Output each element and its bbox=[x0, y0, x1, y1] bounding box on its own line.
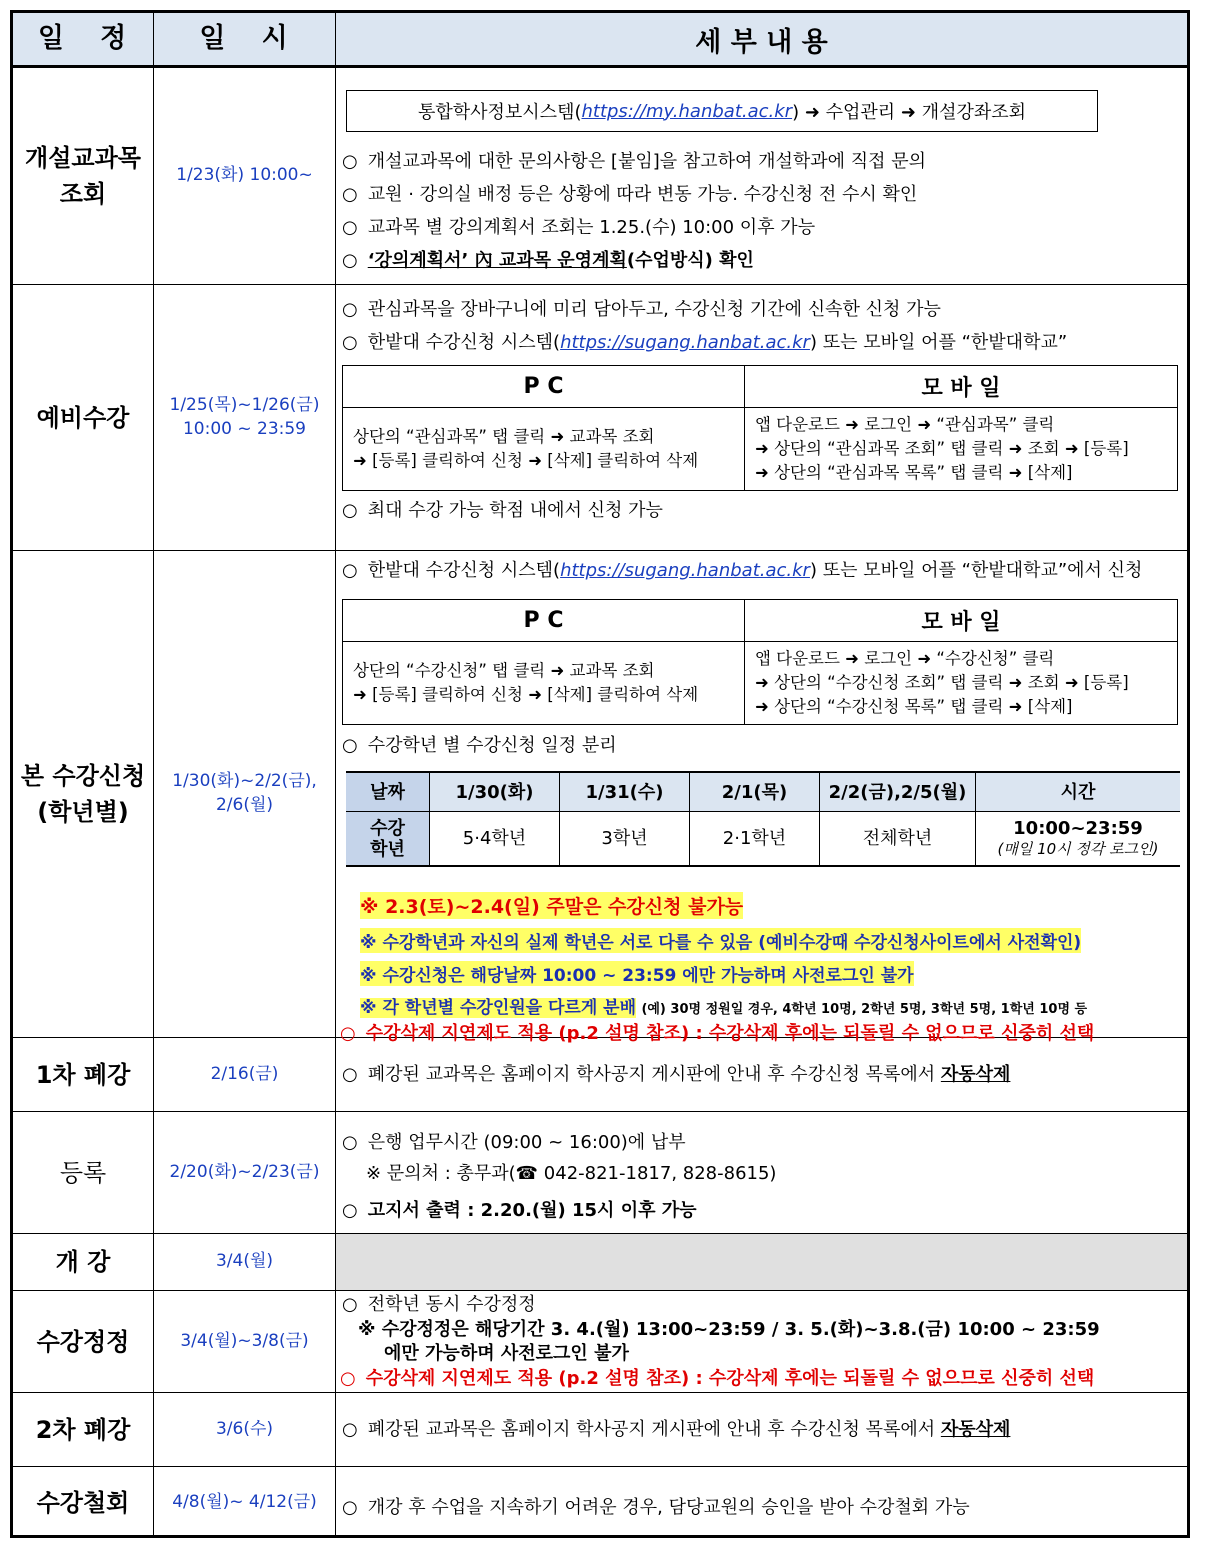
row-date bbox=[154, 68, 336, 284]
grade-table-time: 10:00~23:59 (매일 10시 정각 로그인) bbox=[976, 811, 1180, 865]
row-details bbox=[336, 1291, 1187, 1392]
menu-path-box bbox=[346, 90, 1098, 132]
pc-mobile-table bbox=[342, 599, 1178, 725]
row-details bbox=[336, 1038, 1187, 1111]
grade-table-date: 1/30(화) bbox=[430, 773, 560, 811]
date-line2: 2/6(월) bbox=[215, 795, 274, 815]
row-details bbox=[336, 1467, 1187, 1538]
path-suffix: ) ➜ 수업관리 ➜ 개설강좌조회 bbox=[792, 102, 1027, 123]
row-title: 수강정정 bbox=[13, 1291, 154, 1392]
warning-bullet-icon: ○ bbox=[340, 1368, 356, 1389]
grade-table-grade-header: 수강 학년 bbox=[346, 811, 430, 865]
list-item: ○ 교과목 별 강의계획서 조회는 1.25.(수) 10:00 이후 가능 bbox=[342, 217, 816, 238]
weekend-note: ※ 2.3(토)~2.4(일) 주말은 수강신청 불가능 bbox=[360, 892, 743, 919]
bullet-icon: ○ bbox=[342, 560, 358, 581]
row-date: 3/4(월) bbox=[154, 1234, 336, 1290]
row-date: 4/8(월)~ 4/12(금) bbox=[154, 1467, 336, 1538]
grade-table-grade: 5·4학년 bbox=[430, 811, 560, 865]
list-item: ○ ‘강의계획서’ 內 교과목 운영계획(수업방식) 확인 bbox=[342, 250, 754, 271]
bullet-icon: ○ bbox=[342, 250, 358, 271]
bullet-icon: ○ bbox=[342, 184, 358, 205]
path-prefix: 통합학사정보시스템( bbox=[417, 102, 582, 123]
row-title bbox=[13, 68, 154, 284]
header-schedule: 일 정 bbox=[13, 13, 154, 65]
grade-note: ※ 수강학년과 자신의 실제 학년은 서로 다를 수 있음 (예비수강때 수강신청사이트에서 사전확인) bbox=[360, 928, 1081, 953]
row-course-adjustment bbox=[13, 1291, 1187, 1393]
row-date: 2/20(화)~2/23(금) bbox=[154, 1112, 336, 1233]
row-title: 수강철회 bbox=[13, 1467, 154, 1538]
delete-delay-warning: ○ 수강삭제 지연제도 적용 (p.2 설명 참조) : 수강삭제 후에는 되돌릴 수 없으므로 신중히 선택 bbox=[340, 1368, 1095, 1389]
row-details bbox=[336, 1393, 1187, 1466]
pc-mobile-table bbox=[342, 365, 1178, 491]
sugang-link[interactable]: https://sugang.hanbat.ac.kr bbox=[560, 332, 810, 353]
pc-header: P C bbox=[343, 366, 745, 408]
bullet-icon: ○ bbox=[342, 1294, 358, 1315]
schedule-table bbox=[10, 10, 1190, 1538]
mobile-instructions: 앱 다운로드 ➜ 로그인 ➜ “수강신청” 클릭 ➜ 상단의 “수강신청 조회” 탭 클릭 ➜ 조회 ➜ [등록] ➜ 상단의 “수강신청 목록” 탭 클릭 ➜ [삭제] bbox=[755, 649, 1129, 716]
list-item: ○ 고지서 출력 : 2.20.(월) 15시 이후 가능 bbox=[342, 1200, 697, 1221]
list-item: ○ 교원 · 강의실 배정 등은 상황에 따라 변동 가능. 수강신청 전 수시 확인 bbox=[342, 184, 918, 205]
row-date bbox=[154, 551, 336, 1037]
grade-table-date: 2/2(금),2/5(월) bbox=[820, 773, 976, 811]
row-title: 예비수강 bbox=[13, 285, 154, 550]
bullet-icon: ○ bbox=[342, 299, 358, 320]
grade-table-date: 1/31(수) bbox=[560, 773, 690, 811]
row-title: 2차 폐강 bbox=[13, 1393, 154, 1466]
pc-instructions: 상단의 “관심과목” 탭 클릭 ➜ 교과목 조회 ➜ [등록] 클릭하여 신청 ➜ [삭제] 클릭하여 삭제 bbox=[343, 408, 745, 490]
bullet-icon: ○ bbox=[342, 332, 358, 353]
grade-table-date: 2/1(목) bbox=[690, 773, 820, 811]
title-line1: 개설교과목 bbox=[25, 144, 141, 172]
bullet-icon: ○ bbox=[342, 1419, 358, 1440]
grade-table-grade: 전체학년 bbox=[820, 811, 976, 865]
list-item: ○ 최대 수강 가능 학점 내에서 신청 가능 bbox=[342, 500, 663, 521]
date-text: 1/23(화) 10:00~ bbox=[176, 165, 313, 186]
row-second-cancellation bbox=[13, 1393, 1187, 1467]
row-details bbox=[336, 285, 1187, 550]
list-item: ○ 한밭대 수강신청 시스템(https://sugang.hanbat.ac.kr) 또는 모바일 어플 “한밭대학교” bbox=[342, 332, 1068, 353]
bullet-icon: ○ bbox=[342, 1497, 358, 1518]
row-title: 개 강 bbox=[13, 1234, 154, 1290]
row-semester-opening bbox=[13, 1234, 1187, 1291]
row-title bbox=[13, 551, 154, 1037]
title-line2: 조회 bbox=[59, 180, 107, 208]
row-title: 등록 bbox=[13, 1112, 154, 1233]
bullet-icon: ○ bbox=[342, 217, 358, 238]
row-tuition-registration bbox=[13, 1112, 1187, 1234]
adjust-note-line2: 에만 가능하며 사전로그인 불가 bbox=[384, 1343, 629, 1364]
date-line2: 10:00 ~ 23:59 bbox=[182, 418, 307, 439]
bullet-icon: ○ bbox=[342, 1064, 358, 1085]
grade-table-time-header: 시간 bbox=[976, 773, 1180, 811]
table-header bbox=[13, 13, 1187, 68]
mobile-header: 모 바 일 bbox=[745, 600, 1177, 642]
row-pre-registration bbox=[13, 285, 1187, 551]
list-item: ○ 전학년 동시 수강정정 bbox=[342, 1294, 536, 1315]
list-item: ○ 은행 업무시간 (09:00 ~ 16:00)에 납부 bbox=[342, 1132, 686, 1153]
time-note: ※ 수강신청은 해당날짜 10:00 ~ 23:59 에만 가능하며 사전로그인 불가 bbox=[360, 961, 914, 986]
list-item: ○ 폐강된 교과목은 홈페이지 학사공지 게시판에 안내 후 수강신청 목록에서 자동삭제 bbox=[342, 1064, 1011, 1085]
contact-note: ※ 문의처 : 총무과(☎ 042-821-1817, 828-8615) bbox=[366, 1163, 777, 1184]
row-date bbox=[154, 285, 336, 550]
header-details: 세 부 내 용 bbox=[695, 26, 828, 58]
list-item: ○ 수강학년 별 수강신청 일정 분리 bbox=[342, 735, 617, 756]
row-title: 1차 폐강 bbox=[13, 1038, 154, 1111]
delete-delay-warning: ○ 수강삭제 지연제도 적용 (p.2 설명 참조) : 수강삭제 후에는 되돌릴 수 없으므로 신중히 선택 bbox=[340, 1023, 1095, 1044]
adjust-note-line1: ※ 수강정정은 해당기간 3. 4.(월) 13:00~23:59 / 3. 5.(화)~3.8.(금) 10:00 ~ 23:59 bbox=[358, 1319, 1100, 1340]
sugang-link[interactable]: https://sugang.hanbat.ac.kr bbox=[560, 560, 810, 581]
mobile-instructions: 앱 다운로드 ➜ 로그인 ➜ “관심과목” 클릭 ➜ 상단의 “관심과목 조회” 탭 클릭 ➜ 조회 ➜ [등록] ➜ 상단의 “관심과목 목록” 탭 클릭 ➜ [삭제] bbox=[755, 415, 1129, 482]
bullet-icon: ○ bbox=[342, 500, 358, 521]
bullet-icon: ○ bbox=[342, 1200, 358, 1221]
row-details bbox=[336, 551, 1187, 1044]
row-date: 3/6(수) bbox=[154, 1393, 336, 1466]
row-main-registration bbox=[13, 551, 1187, 1044]
bullet-icon: ○ bbox=[342, 735, 358, 756]
pc-instructions: 상단의 “수강신청” 탭 클릭 ➜ 교과목 조회 ➜ [등록] 클릭하여 신청 ➜ [삭제] 클릭하여 삭제 bbox=[343, 642, 745, 724]
list-item: ○ 폐강된 교과목은 홈페이지 학사공지 게시판에 안내 후 수강신청 목록에서 자동삭제 bbox=[342, 1419, 1011, 1440]
date-line1: 1/30(화)~2/2(금), bbox=[172, 771, 317, 792]
row-details bbox=[336, 1112, 1187, 1233]
pc-header: P C bbox=[343, 600, 745, 642]
list-item: ○ 개설교과목에 대한 문의사항은 [붙임]을 참고하여 개설학과에 직접 문의 bbox=[342, 151, 927, 172]
grade-table-grade: 3학년 bbox=[560, 811, 690, 865]
row-date: 3/4(월)~3/8(금) bbox=[154, 1291, 336, 1392]
date-line1: 1/25(목)~1/26(금) bbox=[169, 394, 320, 415]
row-details bbox=[336, 68, 1187, 284]
mobile-header: 모 바 일 bbox=[745, 366, 1177, 408]
distribution-note: ※ 각 학년별 수강인원을 다르게 분배 (예) 30명 정원일 경우, 4학년 10명, 2학년 5명, 3학년 5명, 1학년 10명 등 bbox=[360, 998, 1088, 1018]
title-line2: (학년별) bbox=[37, 798, 129, 826]
bullet-icon: ○ bbox=[342, 1132, 358, 1153]
grade-table-grade: 2·1학년 bbox=[690, 811, 820, 865]
grade-table-date-header: 날짜 bbox=[346, 773, 430, 811]
row-course-withdrawal bbox=[13, 1467, 1187, 1538]
row-details-empty bbox=[336, 1234, 1187, 1290]
title-line1: 본 수강신청 bbox=[20, 762, 146, 790]
row-open-courses bbox=[13, 68, 1187, 285]
row-date: 2/16(금) bbox=[154, 1038, 336, 1111]
list-item: ○ 한밭대 수강신청 시스템(https://sugang.hanbat.ac.kr) 또는 모바일 어플 “한밭대학교”에서 신청 bbox=[342, 560, 1143, 581]
bullet-icon: ○ bbox=[342, 151, 358, 172]
row-first-cancellation bbox=[13, 1038, 1187, 1112]
warning-bullet-icon: ○ bbox=[340, 1023, 356, 1044]
grade-schedule-table bbox=[346, 771, 1180, 867]
header-datetime: 일 시 bbox=[154, 13, 336, 65]
list-item: ○ 관심과목을 장바구니에 미리 담아두고, 수강신청 기간에 신속한 신청 가능 bbox=[342, 299, 941, 320]
portal-link[interactable]: https://my.hanbat.ac.kr bbox=[581, 100, 793, 122]
list-item: ○ 개강 후 수업을 지속하기 어려운 경우, 담당교원의 승인을 받아 수강철회 가능 bbox=[342, 1497, 970, 1518]
